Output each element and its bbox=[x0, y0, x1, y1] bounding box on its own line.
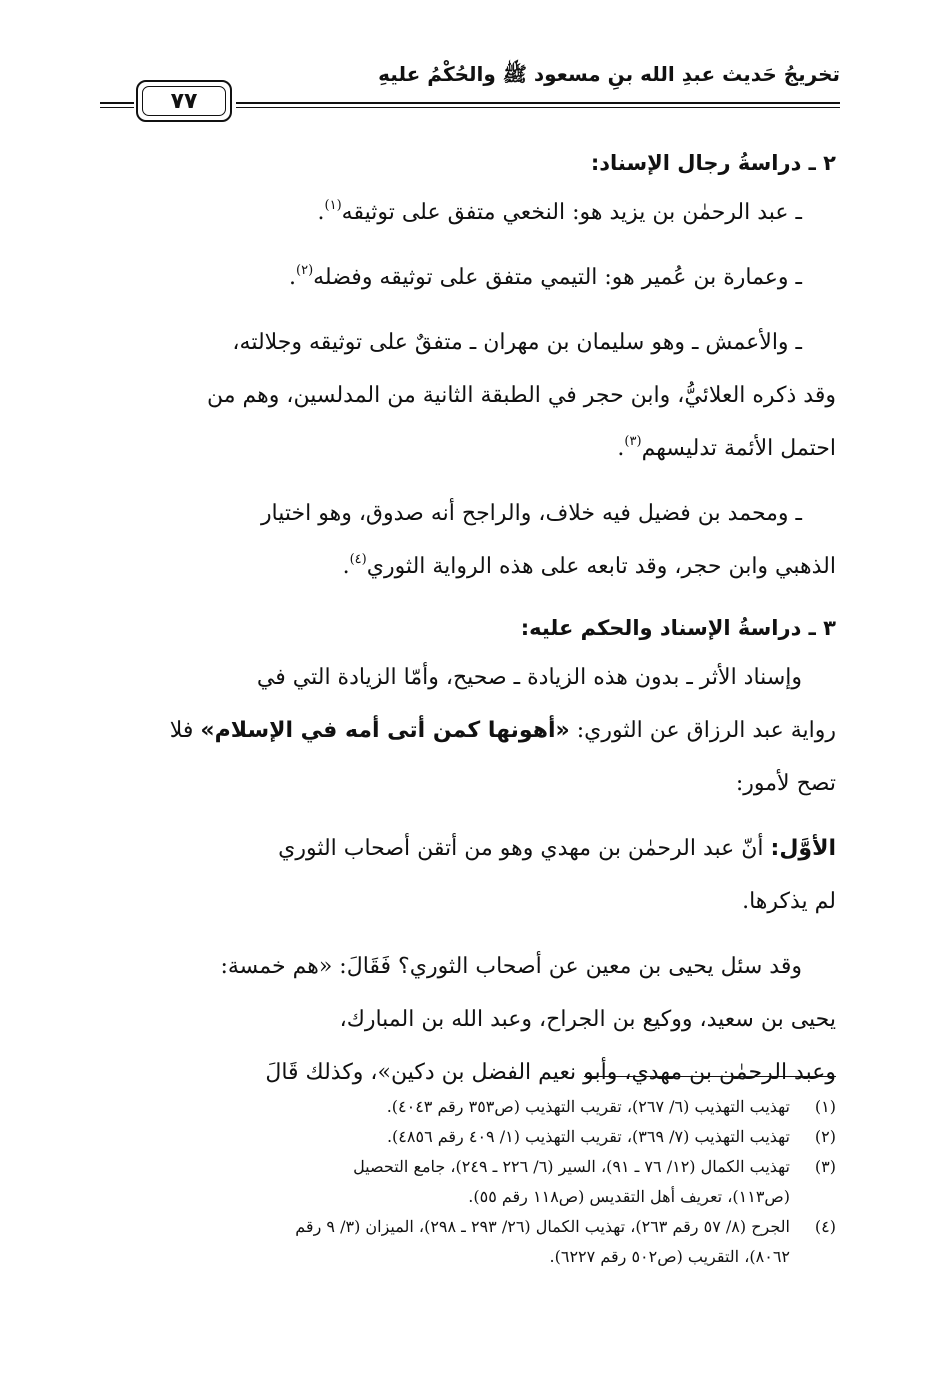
footnote-text: تهذيب التهذيب (٦/ ٢٦٧)، تقريب التهذيب (ص٣٥٣ رقم ٤٠٤٣). bbox=[386, 1097, 790, 1116]
footnote-number: (٣) bbox=[814, 1157, 836, 1176]
footnote-separator bbox=[584, 1076, 836, 1077]
paragraph-end: . bbox=[317, 200, 325, 225]
header-rule-thin bbox=[236, 107, 840, 108]
paragraph-text: ـ وعمارة بن عُمير هو: التيمي متفق على توثيقه وفضله bbox=[313, 265, 802, 290]
page-body bbox=[102, 140, 836, 1099]
footnote-ref-2[interactable]: (٢) bbox=[296, 263, 314, 278]
paragraph-narrator-4-line-1: ـ ومحمد بن فضيل فيه خلاف، والراجح أنه صدوق، وهو اختيار bbox=[260, 501, 802, 526]
footnote-text: تهذيب الكمال (١٢/ ٧٦ ـ ٩١)، السير (٦/ ٢٢٦ ـ ٢٤٩)، جامع التحصيل bbox=[353, 1157, 790, 1176]
paragraph-narrator-3-line-2: وقد ذكره العلائيُّ، وابن حجر في الطبقة الثانية من المدلسين، وهم من bbox=[206, 383, 836, 408]
quoted-addition: «أهونها كمن أتى أمه في الإسلام» bbox=[200, 718, 570, 743]
header-rule bbox=[236, 102, 840, 104]
paragraph-text: فلا bbox=[169, 718, 201, 743]
footnote-text: ٨٠٦٢)، التقريب (ص٥٠٢ رقم ٦٢٢٧). bbox=[549, 1247, 790, 1266]
footnote-number: (٢) bbox=[814, 1127, 836, 1146]
first-reason-label: الأوَّل: bbox=[770, 836, 836, 861]
paragraph-text: الذهبي وابن حجر، وقد تابعه على هذه الرواية الثوري bbox=[366, 554, 836, 579]
footnote-text: (ص١١٣)، تعريف أهل التقديس (ص١١٨ رقم ٥٥). bbox=[468, 1187, 790, 1206]
paragraph-text: احتمل الأئمة تدليسهم bbox=[641, 436, 836, 461]
page-number: ٧٧ bbox=[142, 86, 226, 116]
paragraph-ibn-maeen-line-3: وعبد الرحمٰن بن مهدي، وأبو نعيم الفضل بن دكين»، وكذلك قَالَ bbox=[265, 1060, 836, 1085]
paragraph-text: رواية عبد الرزاق عن الثوري: bbox=[569, 718, 836, 743]
footnote-ref-1[interactable]: (١) bbox=[324, 198, 342, 213]
paragraph-text: ـ عبد الرحمٰن بن يزيد هو: النخعي متفق على توثيقه bbox=[341, 200, 802, 225]
running-title: تخريجُ حَديث عبدِ الله بنِ مسعود ﷺ والحُكْمُ عليهِ bbox=[378, 62, 840, 86]
footnote-1 bbox=[102, 1092, 836, 1122]
footnote-ref-3[interactable]: (٣) bbox=[624, 434, 642, 449]
paragraph-text: أنّ عبد الرحمٰن بن مهدي وهو من أتقن أصحاب الثوري bbox=[278, 836, 771, 861]
footnote-text: تهذيب التهذيب (٧/ ٣٦٩)، تقريب التهذيب (١/ ٤٠٩ رقم ٤٨٥٦). bbox=[386, 1127, 790, 1146]
footnote-number: (١) bbox=[814, 1097, 836, 1116]
footnote-4-continued bbox=[102, 1242, 836, 1272]
paragraph-narrator-2 bbox=[102, 251, 836, 304]
footnote-3 bbox=[102, 1152, 836, 1182]
paragraph-end: . bbox=[342, 554, 350, 579]
page-number-frame bbox=[136, 80, 232, 122]
paragraph-first-reason-line-1 bbox=[102, 822, 836, 875]
section-2-heading: ٢ ـ دراسةُ رجال الإسناد: bbox=[590, 151, 836, 175]
left-rule-thin bbox=[100, 107, 134, 108]
footnote-3-continued bbox=[102, 1182, 836, 1212]
left-rule bbox=[100, 102, 134, 104]
footnote-2 bbox=[102, 1122, 836, 1152]
paragraph-isnad-line-3: تصح لأمور: bbox=[735, 771, 836, 796]
footnote-ref-4[interactable]: (٤) bbox=[349, 552, 367, 567]
footnote-number: (٤) bbox=[814, 1217, 836, 1236]
paragraph-end: . bbox=[617, 436, 625, 461]
paragraph-isnad-line-2 bbox=[102, 704, 836, 757]
paragraph-ibn-maeen-line-2: يحيى بن سعيد، ووكيع بن الجراح، وعبد الله بن المبارك، bbox=[339, 1007, 836, 1032]
paragraph-narrator-1 bbox=[102, 186, 836, 239]
section-3-heading: ٣ ـ دراسةُ الإسناد والحكم عليه: bbox=[520, 616, 836, 640]
paragraph-isnad-line-1: وإسناد الأثر ـ بدون هذه الزيادة ـ صحيح، وأمّا الزيادة التي في bbox=[256, 665, 802, 690]
footnote-4 bbox=[102, 1212, 836, 1242]
footnotes bbox=[102, 1092, 836, 1272]
paragraph-narrator-4-line-2 bbox=[102, 540, 836, 593]
paragraph-narrator-3-line-3 bbox=[102, 422, 836, 475]
paragraph-end: . bbox=[289, 265, 296, 290]
paragraph-narrator-3-line-1: ـ والأعمش ـ وهو سليمان بن مهران ـ متفقٌ على توثيقه وجلالته، bbox=[232, 330, 802, 355]
paragraph-first-reason-line-2: لم يذكرها. bbox=[742, 889, 836, 914]
footnote-text: الجرح (٨/ ٥٧ رقم ٢٦٣)، تهذيب الكمال (٢٦/ ٢٩٣ ـ ٢٩٨)، الميزان (٣/ ٩ رقم bbox=[295, 1217, 790, 1236]
paragraph-ibn-maeen-line-1: وقد سئل يحيى بن معين عن أصحاب الثوري؟ فَقَالَ: «هم خمسة: bbox=[220, 954, 802, 979]
